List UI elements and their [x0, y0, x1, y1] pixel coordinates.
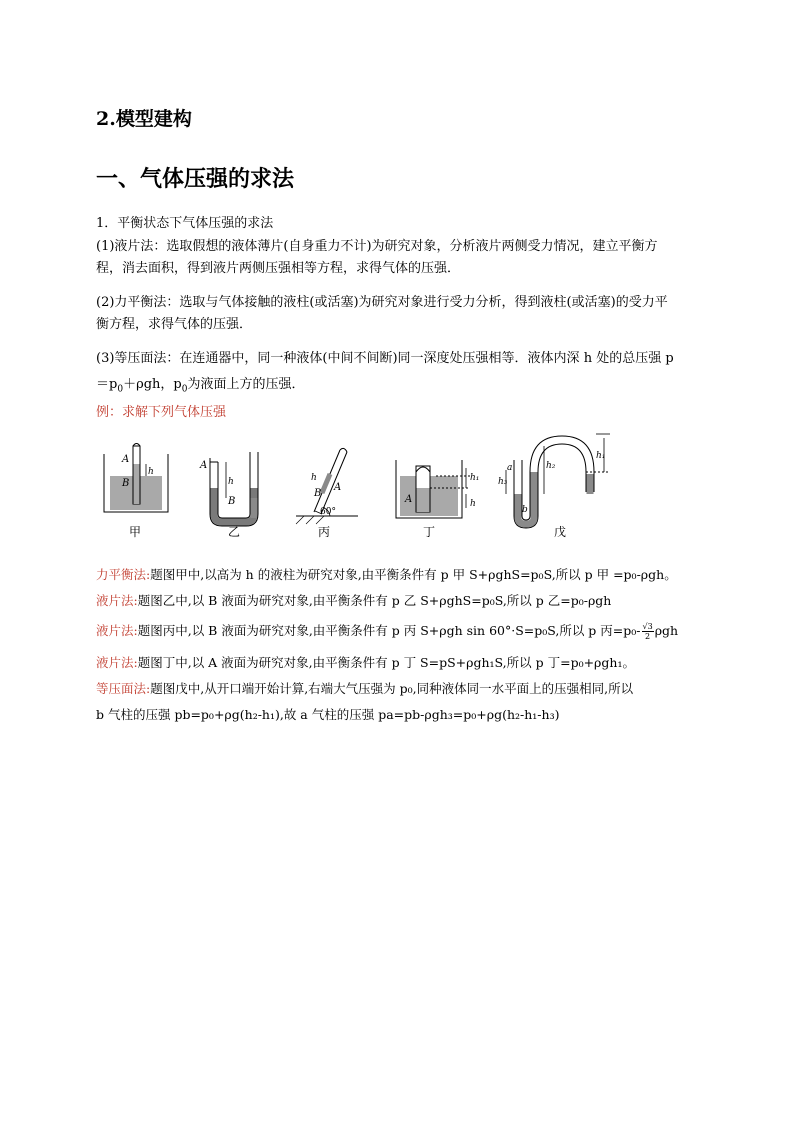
method-force-balance-line1: (2)力平衡法：选取与气体接触的液柱(或活塞)为研究对象进行受力分析，得到液柱(或活塞)的受力平 [96, 295, 668, 310]
section-heading: 一、气体压强的求法 [96, 166, 295, 192]
solution-text: 题图甲中,以高为 h 的液柱为研究对象,由平衡条件有 p 甲 S+ρghS=p₀S,所以 p 甲 =p₀-ρgh。 [150, 567, 677, 582]
solution-text: 题图丁中,以 A 液面为研究对象,由平衡条件有 p 丁 S=pS+ρgh₁S,所以 p 丁=p₀+ρgh₁。 [137, 655, 635, 670]
diagram-figure [96, 432, 616, 550]
formula-part: 为液面上方的压强． [187, 377, 305, 392]
method-equal-pressure-line1: (3)等压面法：在连通器中，同一种液体(中间不间断)同一深度处压强相等．液体内深 h 处的总压强 p [96, 351, 674, 366]
solution-bing [96, 620, 706, 642]
formula-part: ＝p [96, 377, 118, 392]
solution-method-tag: 液片法: [96, 593, 138, 608]
solution-text: 题图乙中,以 B 液面为研究对象,由平衡条件有 p 乙 S+ρghS=p₀S,所以 p 乙=p₀-ρgh [137, 593, 612, 608]
fraction-denominator: 2 [645, 632, 651, 641]
label-angle: 60° [320, 507, 336, 517]
method-liquid-sheet-line2: 程，消去面积，得到液片两侧压强相等方程，求得气体的压强． [96, 261, 461, 276]
label-h1: h₁ [470, 473, 480, 483]
solution-jia [96, 564, 706, 586]
caption-bing: 丙 [318, 525, 331, 539]
method-liquid-sheet-line1: (1)液片法：选取假想的液体薄片(自身重力不计)为研究对象，分析液片两侧受力情况，建立平衡方 [96, 239, 658, 254]
label-B: B [314, 488, 322, 499]
label-h: h [228, 477, 234, 487]
solution-method-tag: 液片法: [96, 623, 138, 638]
method-force-balance-line2: 衡方程，求得气体的压强． [96, 317, 253, 332]
label-h2: h₂ [546, 461, 556, 471]
label-b: b [522, 505, 528, 515]
subscript: 0 [117, 384, 124, 395]
label-h: h [148, 467, 154, 477]
label-h: h [470, 499, 476, 509]
label-A: A [405, 494, 413, 505]
label-a: a [507, 463, 513, 473]
page-title: 2.模型建构 [96, 108, 192, 130]
solution-method-tag: 等压面法: [96, 681, 151, 696]
label-h1: h₁ [596, 451, 606, 461]
label-A: A [200, 460, 208, 471]
label-B: B [122, 478, 130, 489]
caption-ding: 丁 [423, 525, 436, 539]
solution-yi [96, 590, 706, 612]
solution-text: 题图戊中,从开口端开始计算,右端大气压强为 p₀,同种液体同一水平面上的压强相同,所以 [150, 681, 634, 696]
label-A: A [334, 482, 342, 493]
fraction [642, 622, 654, 641]
caption-yi: 乙 [228, 525, 241, 539]
solution-ding [96, 652, 706, 674]
diagram-ding [396, 460, 470, 518]
formula-part: ＋ρgh，p [123, 377, 182, 392]
solution-wu-line2: b 气柱的压强 pb=p₀+ρg(h₂-h₁),故 a 气柱的压强 pa=pb-ρgh₃=p₀+ρg(h₂-h₁-h₃) [96, 707, 560, 722]
diagram-yi [210, 452, 258, 526]
example-heading: 例：求解下列气体压强 [96, 405, 227, 420]
method-equal-pressure-line2 [96, 374, 706, 401]
label-h3: h₃ [498, 477, 508, 487]
solution-text: 题图丙中,以 B 液面为研究对象,由平衡条件有 p 丙 S+ρgh sin 60°·S=p₀S,所以 p 丙=p₀- [137, 623, 641, 638]
caption-wu: 戊 [554, 525, 567, 539]
fraction-numerator: √3 [642, 622, 653, 631]
diagram-jia [104, 444, 168, 513]
solution-method-tag: 力平衡法: [96, 567, 151, 582]
pressure-diagrams [96, 432, 616, 550]
caption-jia: 甲 [129, 525, 142, 539]
item-heading: 1．平衡状态下气体压强的求法 [96, 216, 274, 231]
subscript: 0 [181, 384, 188, 395]
solution-method-tag: 液片法: [96, 655, 138, 670]
label-B: B [228, 496, 236, 507]
label-h: h [311, 473, 317, 483]
solution-text: ρgh [654, 623, 679, 638]
solution-wu [96, 678, 706, 700]
label-A: A [122, 454, 130, 465]
